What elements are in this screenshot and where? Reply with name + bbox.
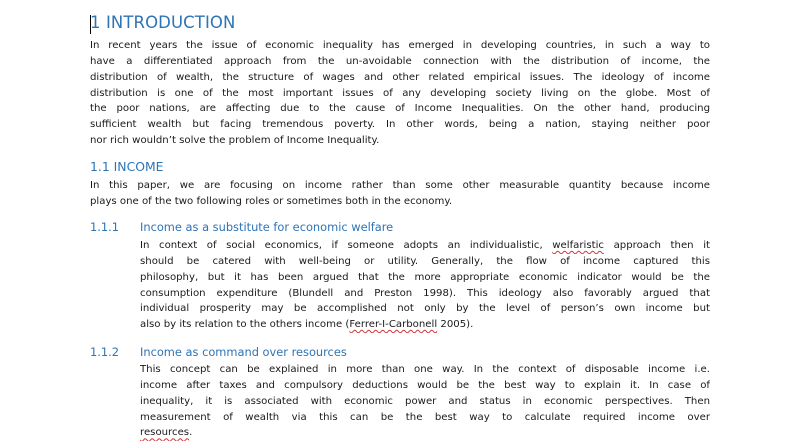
- paragraph-line: In context of social economics, if someone adopts an individualistic, welfaristic approach then it: [140, 240, 710, 251]
- heading-income: 1.1 INCOME: [90, 159, 164, 174]
- paragraph-line: In recent years the issue of economic inequality has emerged in developing countries, in such a way to: [90, 40, 710, 51]
- paragraph-line: plays one of the two following roles or sometimes both in the economy.: [90, 195, 453, 207]
- paragraph-line: individual prosperity may be accomplished not only by the level of person’s own income but: [140, 303, 710, 315]
- intro-paragraph: [90, 38, 710, 149]
- paragraph-line: the poor nations, are affecting due to the cause of Income Inequalities. On the other hand, producing: [90, 103, 710, 115]
- spell-check-word: Ferrer-I-Carbonell: [349, 319, 438, 331]
- paragraph-line: have a differentiated approach from the un-avoidable connection with the distribution of income, the: [90, 55, 710, 67]
- paragraph-line: In this paper, we are focusing on income rather than some other measurable quantity because income: [90, 180, 710, 191]
- spell-check-word: resources: [140, 427, 190, 439]
- paragraph-line: inequality, it is associated with economic power and status in economic perspectives. Then: [140, 395, 710, 407]
- paragraph-line: consumption expenditure (Blundell and Preston 1998). This ideology also favorably argued that: [140, 287, 710, 299]
- heading-introduction: 1 INTRODUCTION: [90, 13, 236, 32]
- heading-income-substitute: [90, 220, 393, 234]
- paragraph-line: philosophy, but it has been argued that the more appropriate economic indicator would be the: [140, 271, 710, 283]
- substitute-paragraph: [140, 238, 710, 333]
- spell-check-word: welfaristic: [552, 240, 604, 251]
- heading-number: 1.1.2: [90, 345, 119, 359]
- paragraph-line: measurement of wealth via this can be the best way to calculate required income over: [140, 411, 710, 423]
- paragraph-line: distribution is one of the most important issues of any developing society living on the globe. Most of: [90, 87, 710, 99]
- paragraph-line: This concept can be explained in more than one way. In the context of disposable income i.e.: [140, 364, 710, 375]
- heading-title: Income as a substitute for economic welfare: [140, 220, 394, 234]
- paragraph-line: nor rich wouldn’t solve the problem of Income Inequality.: [90, 135, 380, 147]
- paragraph-line: resources.: [140, 427, 193, 439]
- heading-income-command: [90, 345, 347, 359]
- paragraph-line: distribution of wealth, the structure of wages and other related empirical issues. The ideology of income: [90, 71, 710, 83]
- paragraph-line: should be catered with well-being or utility. Generally, the flow of income captured this: [140, 255, 710, 267]
- income-paragraph: [90, 178, 710, 210]
- paragraph-line: sufficient wealth but facing tremendous poverty. In other words, being a nation, staying neither poor: [90, 119, 710, 131]
- paragraph-line: also by its relation to the others income (Ferrer-I-Carbonell 2005).: [140, 319, 474, 331]
- command-paragraph: [140, 362, 710, 441]
- heading-title: Income as command over resources: [140, 345, 347, 359]
- heading-number: 1.1.1: [90, 220, 119, 234]
- paragraph-line: income after taxes and compulsory deductions would be the best way to explain it. In case of: [140, 379, 710, 391]
